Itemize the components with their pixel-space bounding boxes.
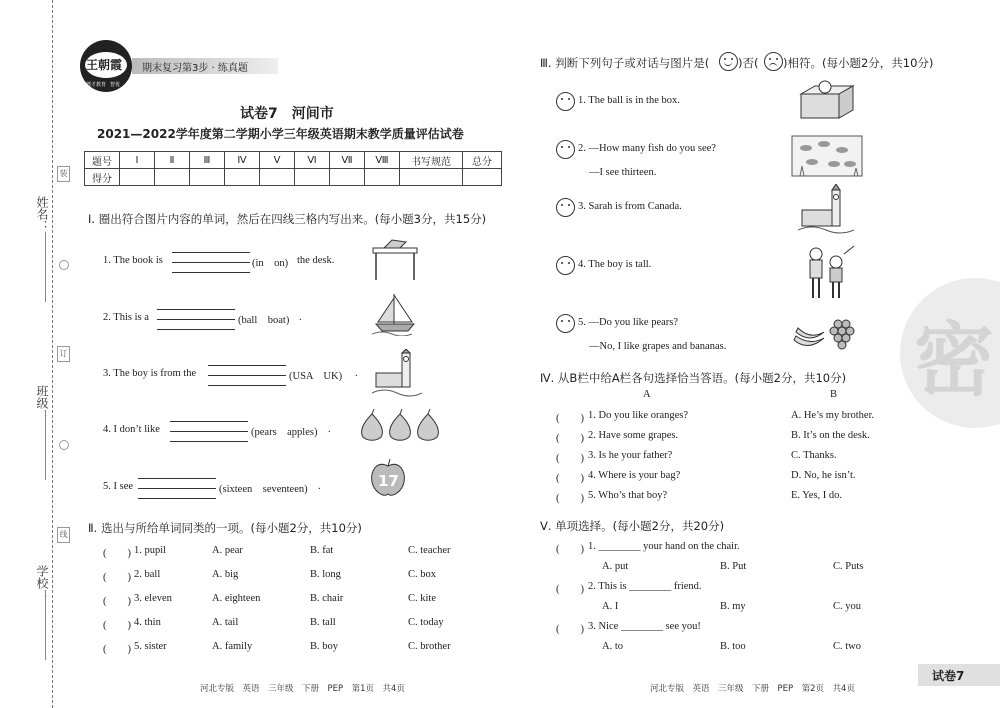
uk-landmark-illustration xyxy=(798,184,854,234)
s4-row-1-question: 1. Do you like oranges? xyxy=(588,410,689,421)
page-tab xyxy=(918,664,1000,686)
s2-answer-paren[interactable]: ( ) xyxy=(103,620,131,631)
judge-face-icon[interactable] xyxy=(556,140,575,159)
s1-item-2-options: (ball boat) xyxy=(238,315,290,326)
s4-row-1-answer: A. He’s my brother. xyxy=(791,410,875,421)
class-blank[interactable] xyxy=(45,410,46,480)
two-boys-illustration xyxy=(802,240,856,302)
s1-item-3-text: 3. The boy is from the xyxy=(103,368,197,379)
name-blank[interactable] xyxy=(45,232,46,302)
brand-sub: 智优 xyxy=(110,82,121,88)
score-header-cell: Ⅵ xyxy=(295,152,330,169)
score-header-cell: Ⅳ xyxy=(225,152,260,169)
s1-item-2-after: . xyxy=(299,312,302,323)
page-tab-label: 试卷7 xyxy=(932,669,965,683)
s1-item-2-blank[interactable] xyxy=(157,300,235,330)
desk-book-illustration xyxy=(370,236,420,282)
frown-face-icon xyxy=(764,52,783,71)
watermark-seal xyxy=(900,278,1000,428)
score-header-cell: Ⅰ xyxy=(120,152,155,169)
s4-answer-paren[interactable]: ( ) xyxy=(556,473,584,484)
s4-row-4-answer: D. No, he isn’t. xyxy=(791,470,856,481)
section4-heading: Ⅳ. 从B栏中给A栏各句选择恰当答语。(每小题2分，共10分) xyxy=(540,371,847,385)
s3-item-5-line1: 5. —Do you like pears? xyxy=(578,317,679,328)
binding-mark: 订 xyxy=(57,346,70,362)
score-cell[interactable] xyxy=(155,169,190,186)
s1-item-4-blank[interactable] xyxy=(170,412,248,442)
s1-item-3-options: (USA UK) xyxy=(289,371,343,382)
s5-q3-option: C. two xyxy=(833,641,862,652)
judge-face-icon[interactable] xyxy=(556,314,575,333)
s5-answer-paren[interactable]: ( ) xyxy=(556,544,584,555)
s2-row-4-option: A. tail xyxy=(212,617,239,628)
section5-heading: Ⅴ. 单项选择。(每小题2分，共20分) xyxy=(540,519,725,533)
score-cell[interactable] xyxy=(330,169,365,186)
s2-row-5-option: C. brother xyxy=(408,641,451,652)
section3-heading-part3: )相符。(每小题2分，共10分) xyxy=(783,56,934,70)
s2-row-4-word: 4. thin xyxy=(134,617,161,628)
s1-item-5-text: 5. I see xyxy=(103,481,134,492)
s5-question-1: 1. ________ your hand on the chair. xyxy=(588,541,740,552)
s3-item-3-line1: 3. Sarah is from Canada. xyxy=(578,201,682,212)
s5-answer-paren[interactable]: ( ) xyxy=(556,584,584,595)
s2-row-4-option: B. tall xyxy=(310,617,336,628)
score-header-cell: Ⅱ xyxy=(155,152,190,169)
binding-mark: 装 xyxy=(57,166,70,182)
s4-row-3-question: 3. Is he your father? xyxy=(588,450,673,461)
score-header-cell: 题号 xyxy=(85,152,120,169)
score-table-row xyxy=(85,169,502,186)
score-header-cell: Ⅶ xyxy=(330,152,365,169)
s1-item-5-blank[interactable] xyxy=(138,469,216,499)
s1-item-2-text: 2. This is a xyxy=(103,312,149,323)
class-label: 班级： xyxy=(35,385,49,421)
s2-row-3-option: C. kite xyxy=(408,593,436,604)
judge-face-icon[interactable] xyxy=(556,198,575,217)
s2-row-1-option: C. teacher xyxy=(408,545,451,556)
step-label: 期末复习第3步 · 练真题 xyxy=(142,63,248,74)
s1-item-1-options: (in on) xyxy=(252,258,289,269)
brand-name: 王朝霞 xyxy=(86,58,123,72)
s4-column-b-label: B xyxy=(830,389,838,400)
s3-item-2-line2: —I see thirteen. xyxy=(589,167,657,178)
score-cell[interactable] xyxy=(260,169,295,186)
binding-line xyxy=(52,0,53,708)
school-label: 学校： xyxy=(35,565,49,601)
footer-right: 河北专版 英语 三年级 下册 PEP 第2页 共4页 xyxy=(650,684,855,694)
s5-q1-option: A. put xyxy=(602,561,629,572)
binding-hole xyxy=(59,440,69,450)
s2-row-2-word: 2. ball xyxy=(134,569,161,580)
s5-answer-paren[interactable]: ( ) xyxy=(556,624,584,635)
s1-item-1-after: the desk. xyxy=(297,255,335,266)
binding-mark: 线 xyxy=(57,527,70,543)
score-row-label: 得分 xyxy=(85,169,120,186)
s2-row-3-option: B. chair xyxy=(310,593,344,604)
s5-q3-option: A. to xyxy=(602,641,623,652)
s5-q2-option: C. you xyxy=(833,601,862,612)
brand-sub: 德才教育 xyxy=(86,82,107,88)
judge-face-icon[interactable] xyxy=(556,256,575,275)
s2-row-2-option: A. big xyxy=(212,569,239,580)
s2-row-3-word: 3. eleven xyxy=(134,593,172,604)
s4-answer-paren[interactable]: ( ) xyxy=(556,413,584,424)
london-landmark-illustration xyxy=(372,349,422,397)
s1-item-1-text: 1. The book is xyxy=(103,255,163,266)
score-cell[interactable] xyxy=(400,169,463,186)
s2-row-1-option: A. pear xyxy=(212,545,243,556)
s5-question-2: 2. This is ________ friend. xyxy=(588,581,702,592)
score-header-cell: Ⅷ xyxy=(365,152,400,169)
s4-row-5-question: 5. Who’s that boy? xyxy=(588,490,668,501)
score-table xyxy=(84,151,502,186)
s4-row-5-answer: E. Yes, I do. xyxy=(791,490,843,501)
s3-item-2-line1: 2. —How many fish do you see? xyxy=(578,143,716,154)
s4-column-a-label: A xyxy=(643,389,651,400)
s3-item-1-line1: 1. The ball is in the box. xyxy=(578,95,680,106)
s1-item-4-options: (pears apples) xyxy=(251,427,318,438)
s2-row-2-option: B. long xyxy=(310,569,341,580)
s5-q1-option: B. Put xyxy=(720,561,747,572)
s1-item-3-blank[interactable] xyxy=(208,356,286,386)
s2-answer-paren[interactable]: ( ) xyxy=(103,644,131,655)
s2-answer-paren[interactable]: ( ) xyxy=(103,572,131,583)
judge-face-icon[interactable] xyxy=(556,92,575,111)
step-banner xyxy=(132,58,278,74)
score-cell[interactable] xyxy=(365,169,400,186)
s4-answer-paren[interactable]: ( ) xyxy=(556,453,584,464)
section3-heading-part2: )否( xyxy=(738,56,759,70)
pears-illustration xyxy=(358,408,444,444)
apple-number: 17 xyxy=(378,472,399,490)
page-title: 试卷7 河间市 xyxy=(240,106,334,122)
s3-item-5-line2: —No, I like grapes and bananas. xyxy=(589,341,727,352)
score-cell[interactable] xyxy=(190,169,225,186)
s2-row-1-word: 1. pupil xyxy=(134,545,167,556)
s2-row-5-option: A. family xyxy=(212,641,253,652)
section2-heading: Ⅱ. 选出与所给单词同类的一项。(每小题2分，共10分) xyxy=(88,521,362,535)
s2-row-1-option: B. fat xyxy=(310,545,334,556)
s5-q2-option: A. I xyxy=(602,601,619,612)
s5-q3-option: B. too xyxy=(720,641,746,652)
s2-answer-paren[interactable]: ( ) xyxy=(103,596,131,607)
s4-row-2-answer: B. It’s on the desk. xyxy=(791,430,870,441)
s4-row-2-question: 2. Have some grapes. xyxy=(588,430,679,441)
score-cell[interactable] xyxy=(120,169,155,186)
section1-heading: Ⅰ. 圈出符合图片内容的单词，然后在四线三格内写出来。(每小题3分，共15分) xyxy=(88,212,487,226)
section3-heading-part1: Ⅲ. 判断下列句子或对话与图片是( xyxy=(540,56,710,70)
apple-number-illustration xyxy=(370,458,406,498)
binding-hole xyxy=(59,260,69,270)
s4-row-3-answer: C. Thanks. xyxy=(791,450,837,461)
s2-row-2-option: C. box xyxy=(408,569,437,580)
watermark-glyph: 密 xyxy=(914,314,994,407)
score-table-header-row xyxy=(85,152,502,169)
footer-left: 河北专版 英语 三年级 下册 PEP 第1页 共4页 xyxy=(200,684,405,694)
s2-row-5-word: 5. sister xyxy=(134,641,167,652)
s2-row-5-option: B. boy xyxy=(310,641,339,652)
s2-row-4-option: C. today xyxy=(408,617,444,628)
sailboat-illustration xyxy=(372,290,418,336)
score-cell[interactable] xyxy=(463,169,502,186)
s1-item-1-blank[interactable] xyxy=(172,243,250,273)
score-header-cell: 总分 xyxy=(463,152,502,169)
grapes-bananas-illustration xyxy=(790,314,860,354)
s5-question-3: 3. Nice ________ see you! xyxy=(588,621,701,632)
name-label: 姓名： xyxy=(35,196,49,232)
s2-row-3-option: A. eighteen xyxy=(212,593,261,604)
brand-logo xyxy=(80,40,132,92)
s1-item-4-after: . xyxy=(328,424,331,435)
score-cell[interactable] xyxy=(295,169,330,186)
s3-item-4-line1: 4. The boy is tall. xyxy=(578,259,652,270)
s1-item-3-after: . xyxy=(355,368,358,379)
s1-item-4-text: 4. I don’t like xyxy=(103,424,160,435)
smile-face-icon xyxy=(719,52,738,71)
score-cell[interactable] xyxy=(225,169,260,186)
fish-tank-illustration xyxy=(790,134,864,178)
s4-answer-paren[interactable]: ( ) xyxy=(556,493,584,504)
school-blank[interactable] xyxy=(45,590,46,660)
s1-item-5-after: . xyxy=(318,481,321,492)
score-header-cell: Ⅴ xyxy=(260,152,295,169)
score-header-cell: Ⅲ xyxy=(190,152,225,169)
s4-answer-paren[interactable]: ( ) xyxy=(556,433,584,444)
s2-answer-paren[interactable]: ( ) xyxy=(103,548,131,559)
s5-q1-option: C. Puts xyxy=(833,561,864,572)
box-ball-illustration xyxy=(795,80,859,122)
page-subtitle: 2021—2022学年度第二学期小学三年级英语期末教学质量评估试卷 xyxy=(97,127,464,141)
s5-q2-option: B. my xyxy=(720,601,746,612)
s1-item-5-options: (sixteen seventeen) xyxy=(219,484,308,495)
s4-row-4-question: 4. Where is your bag? xyxy=(588,470,681,481)
score-header-cell: 书写规范 xyxy=(400,152,463,169)
